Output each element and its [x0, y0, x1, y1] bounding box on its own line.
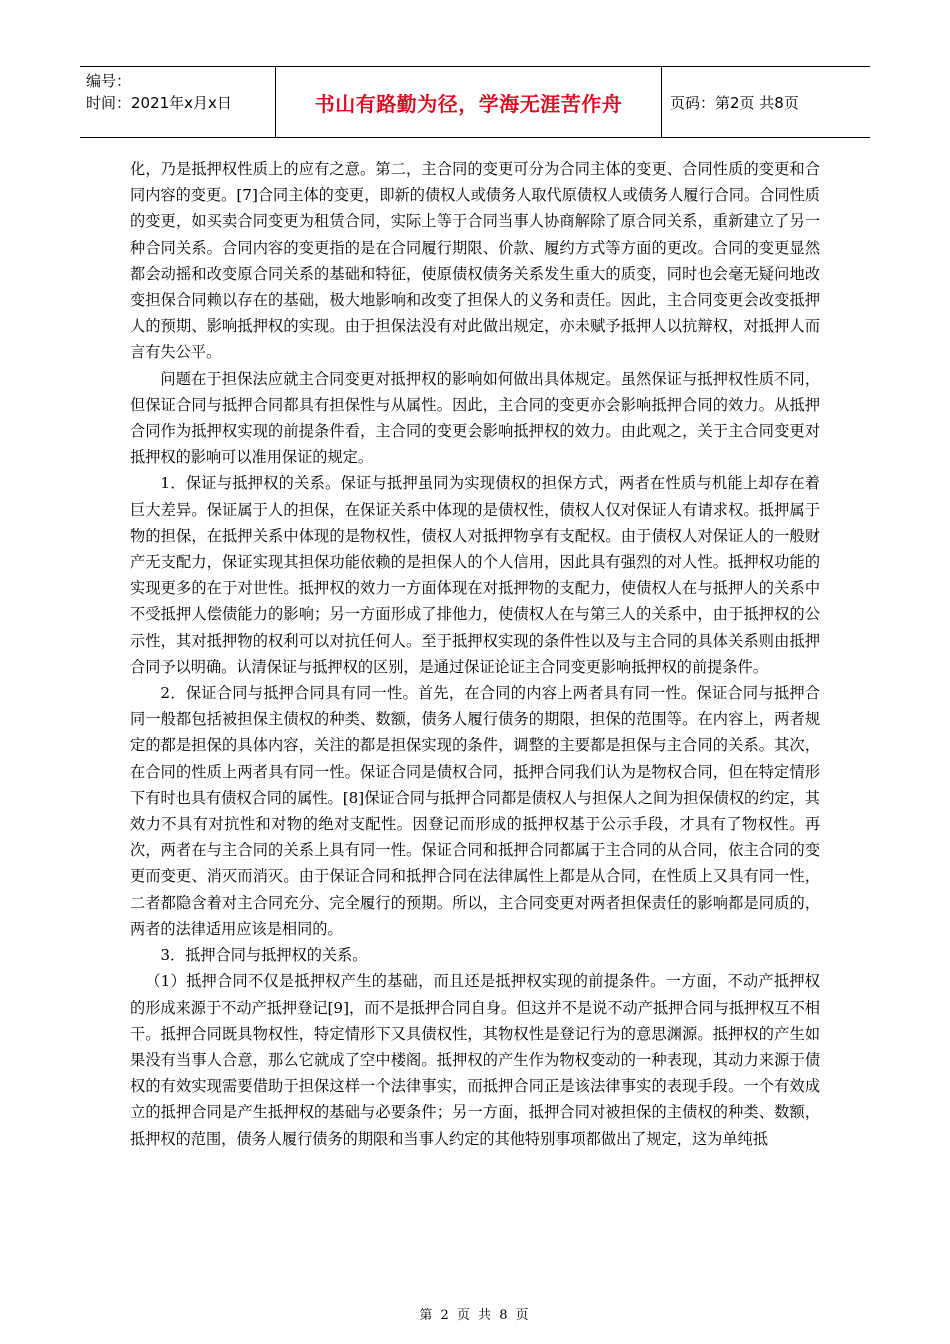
document-number-label: 编号： [86, 72, 132, 90]
page-footer: 第 2 页 共 8 页 [419, 1308, 531, 1323]
header-meta [80, 67, 276, 137]
paragraph: 问题在于担保法应就主合同变更对抵押权的影响如何做出具体规定。虽然保证与抵押权性质不同，但保证合同与抵押合同都具有担保性与从属性。因此，主合同的变更亦会影响抵押合同的效力。从抵押合同作为抵押权实现的前提条件看，主合同的变更会影响抵押权的效力。由此观之，关于主合同变更对抵押权的影响可以准用保证的规定。 [130, 369, 820, 467]
page-header [80, 66, 870, 138]
document-time-label: 时间：2021年x月x日 [86, 94, 232, 112]
header-motto: 书山有路勤为径，学海无涯苦作舟 [276, 67, 662, 137]
header-page-label: 页码：第2页 共8页 [670, 93, 799, 112]
document-body [130, 156, 820, 1152]
paragraph-continuation: 化，乃是抵押权性质上的应有之意。第二，主合同的变更可分为合同主体的变更、合同性质的变更和合同内容的变更。[7]合同主体的变更，即新的债权人或债务人取代原债权人或债务人履行合同。合同性质的变更，如买卖合同变更为租赁合同，实际上等于合同当事人协商解除了原合同关系，重新建立了另一种合同关系。合同内容的变更指的是在合同履行期限、价款、履约方式等方面的更改。合同的变更显然都会动摇和改变原合同关系的基础和特征，使原债权债务关系发生重大的质变，同时也会毫无疑问地改变担保合同赖以存在的基础，极大地影响和改变了担保人的义务和责任。因此，主合同变更会改变抵押人的预期、影响抵押权的实现。由于担保法没有对此做出规定，亦未赋予抵押人以抗辩权，对抵押人而言有失公平。 [130, 160, 820, 362]
paragraph: 1．保证与抵押权的关系。保证与抵押虽同为实现债权的担保方式，两者在性质与机能上却存在着巨大差异。保证属于人的担保，在保证关系中体现的是债权性，债权人仅对保证人有请求权。抵押属于物的担保，在抵押关系中体现的是物权性，债权人对抵押物享有支配权。由于债权人对保证人的一般财产无支配力，保证实现其担保功能依赖的是担保人的个人信用，因此具有强烈的对人性。抵押权功能的实现更多的在于对世性。抵押权的效力一方面体现在对抵押物的支配力，使债权人在与抵押人的关系中不受抵押人偿债能力的影响；另一方面形成了排他力，使债权人在与第三人的关系中，由于抵押权的公示性，其对抵押物的权利可以对抗任何人。至于抵押权实现的条件性以及与主合同的具体关系则由抵押合同予以明确。认清保证与抵押权的区别，是通过保证论证主合同变更影响抵押权的前提条件。 [130, 474, 820, 676]
paragraph: 2．保证合同与抵押合同具有同一性。首先，在合同的内容上两者具有同一性。保证合同与抵押合同一般都包括被担保主债权的种类、数额，债务人履行债务的期限，担保的范围等。在内容上，两者规定的都是担保的具体内容，关注的都是担保实现的条件，调整的主要都是担保与主合同的关系。其次，在合同的性质上两者具有同一性。保证合同是债权合同，抵押合同我们认为是物权合同，但在特定情形下有时也具有债权合同的属性。[8]保证合同与抵押合同都是债权人与担保人之间为担保债权的约定，其效力不具有对抗性和对物的绝对支配性。因登记而形成的抵押权基于公示手段，才具有了物权性。再次，两者在与主合同的关系上具有同一性。保证合同和抵押合同都属于主合同的从合同，依主合同的变更而变更、消灭而消灭。由于保证合同和抵押合同在法律属性上都是从合同，在性质上又具有同一性，二者都隐含着对主合同充分、完全履行的预期。所以，主合同变更对两者担保责任的影响都是同质的，两者的法律适用应该是相同的。 [130, 684, 820, 938]
paragraph: （1）抵押合同不仅是抵押权产生的基础，而且还是抵押权实现的前提条件。一方面，不动产抵押权的形成来源于不动产抵押登记[9]，而不是抵押合同自身。但这并不是说不动产抵押合同与抵押权互不相干。抵押合同既具物权性，特定情形下又具债权性，其物权性是登记行为的意思渊源。抵押权的产生如果没有当事人合意，那么它就成了空中楼阁。抵押权的产生作为物权变动的一种表现，其动力来源于债权的有效实现需要借助于担保这样一个法律事实，而抵押合同正是该法律事实的表现手段。一个有效成立的抵押合同是产生抵押权的基础与必要条件；另一方面，抵押合同对被担保的主债权的种类、数额，抵押权的范围，债务人履行债务的期限和当事人约定的其他特别事项都做出了规定，这为单纯抵 [130, 972, 820, 1148]
section-heading: 3．抵押合同与抵押权的关系。 [160, 946, 368, 965]
